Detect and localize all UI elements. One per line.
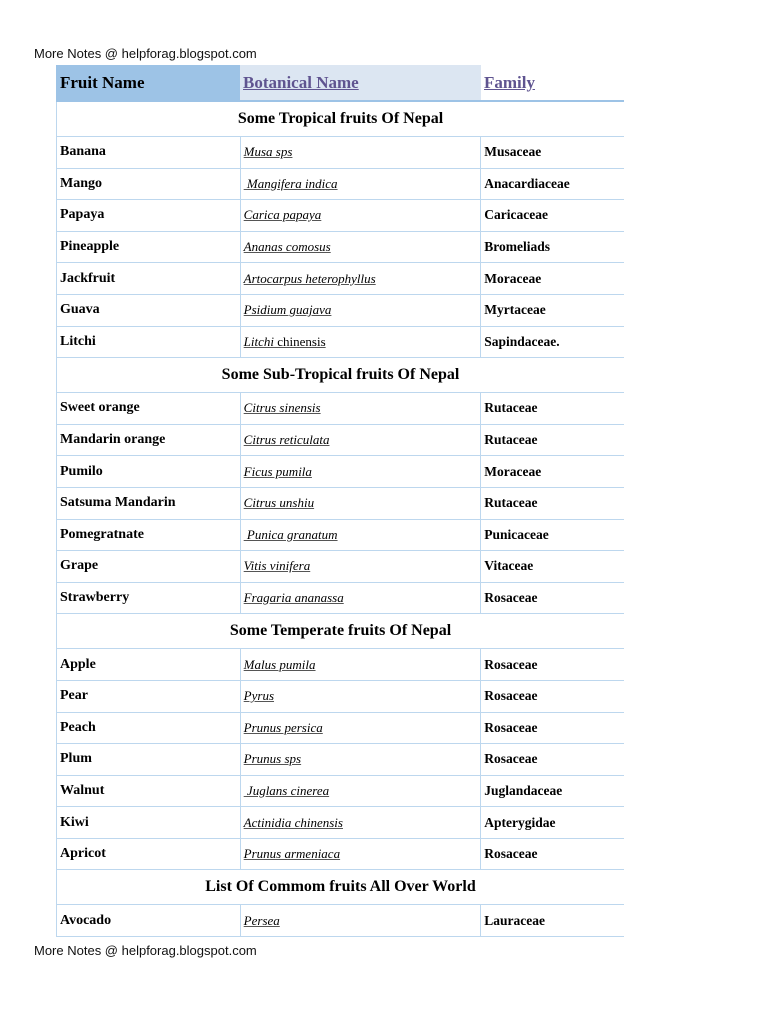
- family-cell: Moraceae: [484, 463, 542, 479]
- fruit-name-cell: Pear: [57, 681, 241, 712]
- botanical-name-italic: Ficus pumila: [243, 463, 312, 479]
- botanical-name-italic: Mangifera indica: [243, 175, 338, 191]
- botanical-name-italic: Carica papaya: [243, 207, 322, 223]
- family-cell: Anacardiaceae: [484, 175, 570, 191]
- family-cell: Rosaceae: [484, 846, 538, 862]
- table-row: [56, 295, 624, 327]
- table-row: [56, 905, 624, 937]
- fruit-table: [56, 65, 624, 937]
- botanical-name-cell: [241, 713, 482, 744]
- fruit-name-cell: Walnut: [57, 776, 241, 807]
- botanical-name-link[interactable]: [244, 783, 329, 799]
- family-cell: Rosaceae: [484, 688, 538, 704]
- botanical-name-italic: Vitis vinifera: [243, 558, 311, 574]
- botanical-name-italic: Persea: [243, 912, 280, 928]
- fruit-name-cell: Pomegratnate: [57, 520, 241, 551]
- family-cell: Rosaceae: [484, 590, 538, 606]
- family-cell: Rosaceae: [484, 751, 538, 767]
- botanical-name-link[interactable]: [244, 527, 338, 543]
- botanical-name-link[interactable]: [244, 846, 340, 862]
- botanical-name-cell: [241, 583, 482, 614]
- table-row: [56, 425, 624, 457]
- botanical-name-link[interactable]: [244, 464, 312, 480]
- table-row: [56, 681, 624, 713]
- table-row: [56, 232, 624, 264]
- family-cell: Lauraceae: [484, 912, 545, 928]
- table-row: [56, 137, 624, 169]
- botanical-name-link[interactable]: [244, 400, 321, 416]
- family-cell: Rutaceae: [484, 432, 538, 448]
- botanical-name-link[interactable]: [244, 558, 311, 574]
- botanical-name-italic: Citrus reticulata: [243, 432, 330, 448]
- section-title: List Of Commom fruits All Over World: [56, 870, 624, 905]
- botanical-name-cell: [241, 425, 482, 456]
- botanical-name-cell: [241, 520, 482, 551]
- family-cell: Musaceae: [484, 144, 542, 160]
- family-cell: Sapindaceae.: [484, 333, 560, 349]
- table-row: [56, 649, 624, 681]
- botanical-name-link[interactable]: [244, 688, 274, 704]
- family-cell: Juglandaceae: [484, 782, 563, 798]
- col-header-botanical-name[interactable]: Botanical Name: [240, 65, 481, 100]
- botanical-name-italic: Prunus persica: [243, 719, 323, 735]
- botanical-name-italic: Litchi: [243, 333, 275, 349]
- botanical-name-italic: Prunus sps: [243, 751, 302, 767]
- botanical-name-link[interactable]: [244, 751, 301, 767]
- botanical-name-cell: [241, 776, 482, 807]
- fruit-name-cell: Litchi: [57, 327, 241, 358]
- table-row: [56, 327, 624, 359]
- botanical-name-italic: Juglans cinerea: [243, 782, 330, 798]
- fruit-name-cell: Guava: [57, 295, 241, 326]
- table-row: [56, 551, 624, 583]
- botanical-name-cell: [241, 905, 482, 936]
- botanical-name-link[interactable]: [244, 657, 316, 673]
- botanical-name-italic: Punica granatum: [243, 526, 338, 542]
- table-row: [56, 583, 624, 615]
- family-cell: Moraceae: [484, 270, 542, 286]
- botanical-name-cell: [241, 137, 482, 168]
- table-row: [56, 839, 624, 871]
- botanical-name-cell: [241, 456, 482, 487]
- botanical-name-link[interactable]: [244, 334, 326, 350]
- botanical-name-italic: Prunus armeniaca: [243, 846, 341, 862]
- botanical-name-italic: Artocarpus heterophyllus: [243, 270, 376, 286]
- fruit-name-cell: Apricot: [57, 839, 241, 870]
- fruit-name-cell: Kiwi: [57, 807, 241, 838]
- botanical-name-link[interactable]: [244, 590, 344, 606]
- fruit-name-cell: Satsuma Mandarin: [57, 488, 241, 519]
- fruit-name-cell: Sweet orange: [57, 393, 241, 424]
- section-title: Some Temperate fruits Of Nepal: [56, 614, 624, 649]
- botanical-name-cell: [241, 169, 482, 200]
- botanical-name-cell: [241, 393, 482, 424]
- botanical-name-link[interactable]: [244, 271, 376, 287]
- table-row: [56, 263, 624, 295]
- table-row: [56, 456, 624, 488]
- botanical-name-cell: [241, 839, 482, 870]
- botanical-name-cell: [241, 488, 482, 519]
- family-cell: Bromeliads: [484, 239, 551, 255]
- fruit-name-cell: Papaya: [57, 200, 241, 231]
- botanical-name-link[interactable]: [244, 495, 314, 511]
- family-cell: Punicaceae: [484, 526, 549, 542]
- family-cell: Myrtaceae: [484, 302, 546, 318]
- botanical-name-italic: Citrus unshiu: [243, 495, 315, 511]
- botanical-name-cell: [241, 295, 482, 326]
- fruit-name-cell: Jackfruit: [57, 263, 241, 294]
- family-cell: Rutaceae: [484, 495, 538, 511]
- fruit-name-cell: Peach: [57, 713, 241, 744]
- table-row: [56, 807, 624, 839]
- botanical-name-cell: [241, 551, 482, 582]
- botanical-name-italic: Pyrus: [243, 688, 275, 704]
- fruit-name-cell: Pumilo: [57, 456, 241, 487]
- botanical-name-link[interactable]: [244, 913, 280, 929]
- botanical-name-rest: chinensis: [274, 333, 326, 349]
- fruit-name-cell: Mandarin orange: [57, 425, 241, 456]
- botanical-name-italic: Citrus sinensis: [243, 400, 321, 416]
- botanical-name-cell: [241, 807, 482, 838]
- fruit-name-cell: Strawberry: [57, 583, 241, 614]
- botanical-name-cell: [241, 200, 482, 231]
- family-cell: Apterygidae: [484, 814, 556, 830]
- fruit-name-cell: Plum: [57, 744, 241, 775]
- family-cell: Caricaceae: [484, 207, 548, 223]
- botanical-name-italic: Ananas comosus: [243, 239, 331, 255]
- botanical-name-link[interactable]: [244, 432, 330, 448]
- botanical-name-link[interactable]: [244, 720, 323, 736]
- fruit-name-cell: Apple: [57, 649, 241, 680]
- table-row: [56, 393, 624, 425]
- header-note: More Notes @ helpforag.blogspot.com: [34, 46, 257, 61]
- table-body: [56, 102, 624, 937]
- botanical-name-cell: [241, 681, 482, 712]
- table-row: [56, 169, 624, 201]
- col-header-fruit-name: Fruit Name: [56, 65, 240, 100]
- table-row: [56, 488, 624, 520]
- col-header-family[interactable]: Family: [484, 72, 535, 92]
- botanical-name-link[interactable]: [244, 207, 322, 223]
- botanical-name-cell: [241, 649, 482, 680]
- family-cell: Rosaceae: [484, 656, 538, 672]
- botanical-name-link[interactable]: [244, 815, 343, 831]
- section-title: Some Tropical fruits Of Nepal: [56, 102, 624, 137]
- botanical-name-cell: [241, 232, 482, 263]
- botanical-name-link[interactable]: [244, 302, 332, 318]
- botanical-name-link[interactable]: [244, 176, 338, 192]
- family-cell: Rutaceae: [484, 400, 538, 416]
- table-row: [56, 776, 624, 808]
- table-row: [56, 713, 624, 745]
- section-title: Some Sub-Tropical fruits Of Nepal: [56, 358, 624, 393]
- family-cell: Vitaceae: [484, 558, 534, 574]
- fruit-name-cell: Grape: [57, 551, 241, 582]
- table-row: [56, 520, 624, 552]
- botanical-name-italic: Actinidia chinensis: [243, 814, 343, 830]
- botanical-name-italic: Psidium guajava: [243, 302, 332, 318]
- botanical-name-cell: [241, 263, 482, 294]
- botanical-name-link[interactable]: [244, 144, 293, 160]
- botanical-name-link[interactable]: [244, 239, 331, 255]
- fruit-name-cell: Pineapple: [57, 232, 241, 263]
- botanical-name-italic: Malus pumila: [243, 656, 316, 672]
- botanical-name-italic: Musa sps: [243, 144, 293, 160]
- botanical-name-cell: [241, 327, 482, 358]
- botanical-name-italic: Fragaria ananassa: [243, 590, 344, 606]
- table-header: [56, 65, 624, 102]
- botanical-name-cell: [241, 744, 482, 775]
- table-row: [56, 200, 624, 232]
- footer-note: More Notes @ helpforag.blogspot.com: [34, 943, 257, 958]
- fruit-name-cell: Banana: [57, 137, 241, 168]
- fruit-name-cell: Mango: [57, 169, 241, 200]
- family-cell: Rosaceae: [484, 719, 538, 735]
- fruit-name-cell: Avocado: [57, 905, 241, 936]
- table-row: [56, 744, 624, 776]
